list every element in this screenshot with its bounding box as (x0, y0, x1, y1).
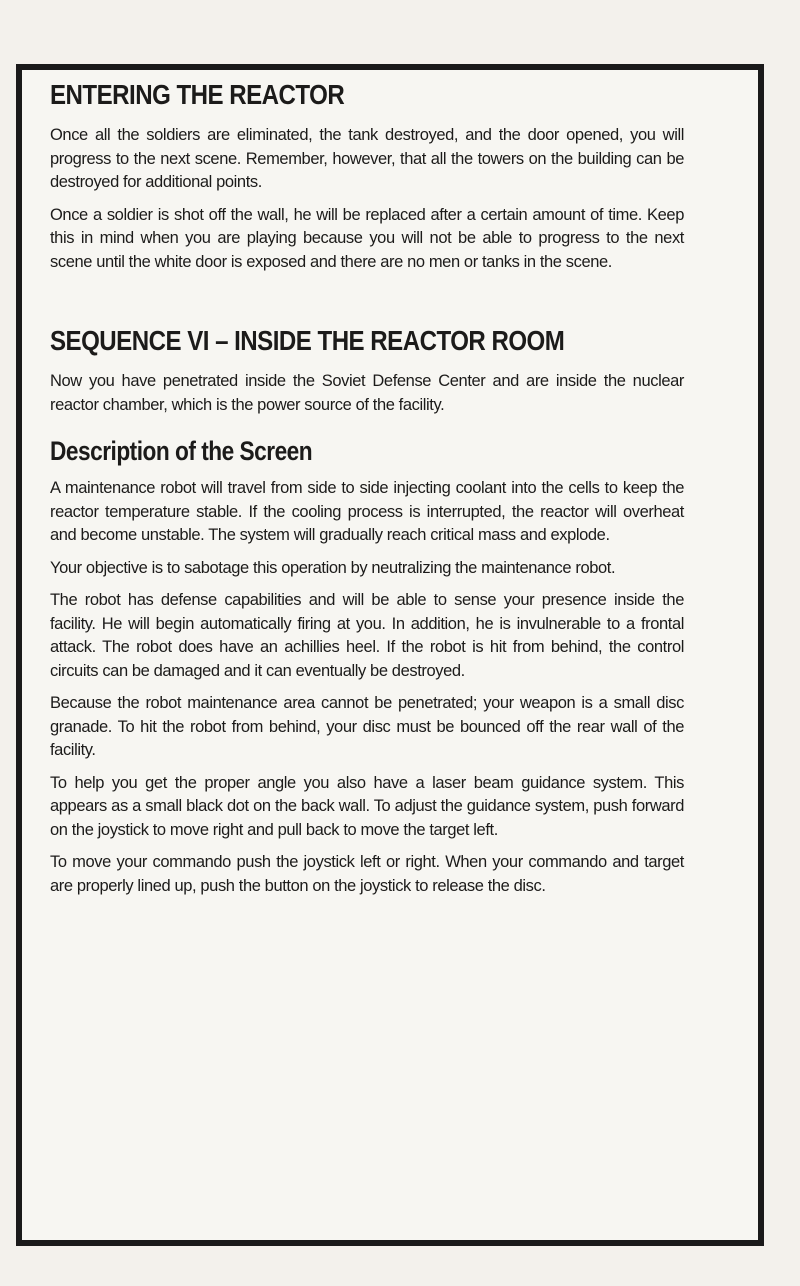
description-paragraph-3: The robot has defense capabilities and will be able to sense your presence inside the facility. He will begin automatically firing at you. In addition, he is invulnerable to a frontal attack. The robot does have an achillies heel. If the robot is hit from behind, the control circuits can be damaged and it can eventually be destroyed. (50, 591, 684, 680)
entering-reactor-paragraph-1: Once all the soldiers are eliminated, the tank destroyed, and the door opened, you will progress to the next scene. Remember, however, that all the towers on the building can be destroyed for additional points. (50, 126, 684, 191)
sequence-vi-heading: SEQUENCE VI – INSIDE THE REACTOR ROOM (50, 325, 565, 356)
entering-reactor-heading: ENTERING THE REACTOR (50, 79, 345, 110)
description-paragraph-2: Your objective is to sabotage this operation by neutralizing the maintenance robot. (50, 558, 616, 577)
description-paragraph-6: To move your commando push the joystick left or right. When your commando and target are properly lined up, push the button on the joystick to release the disc. (50, 853, 684, 895)
sequence-vi-intro: Now you have penetrated inside the Soviet Defense Center and are inside the nuclear reactor chamber, which is the power source of the facility. (50, 372, 684, 414)
entering-reactor-paragraph-2: Once a soldier is shot off the wall, he will be replaced after a certain amount of time. Keep this in mind when you are playing because you will not be able to progress to the next scene until the white door is exposed and there are no men or tanks in the scene. (50, 205, 684, 271)
page-content (50, 78, 684, 907)
description-paragraph-4: Because the robot maintenance area cannot be penetrated; your weapon is a small disc granade. To hit the robot from behind, your disc must be bounced off the rear wall of the facility. (50, 694, 684, 759)
description-subheading: Description of the Screen (50, 436, 313, 466)
description-paragraph-5: To help you get the proper angle you also have a laser beam guidance system. This appears as a small black dot on the back wall. To adjust the guidance system, push forward on the joystick to move right and pull back to move the target left. (50, 773, 684, 839)
description-paragraph-1: A maintenance robot will travel from side to side injecting coolant into the cells to keep the reactor temperature stable. If the cooling process is interrupted, the reactor will overheat and become unstable. The system will gradually reach critical mass and explode. (50, 479, 684, 544)
